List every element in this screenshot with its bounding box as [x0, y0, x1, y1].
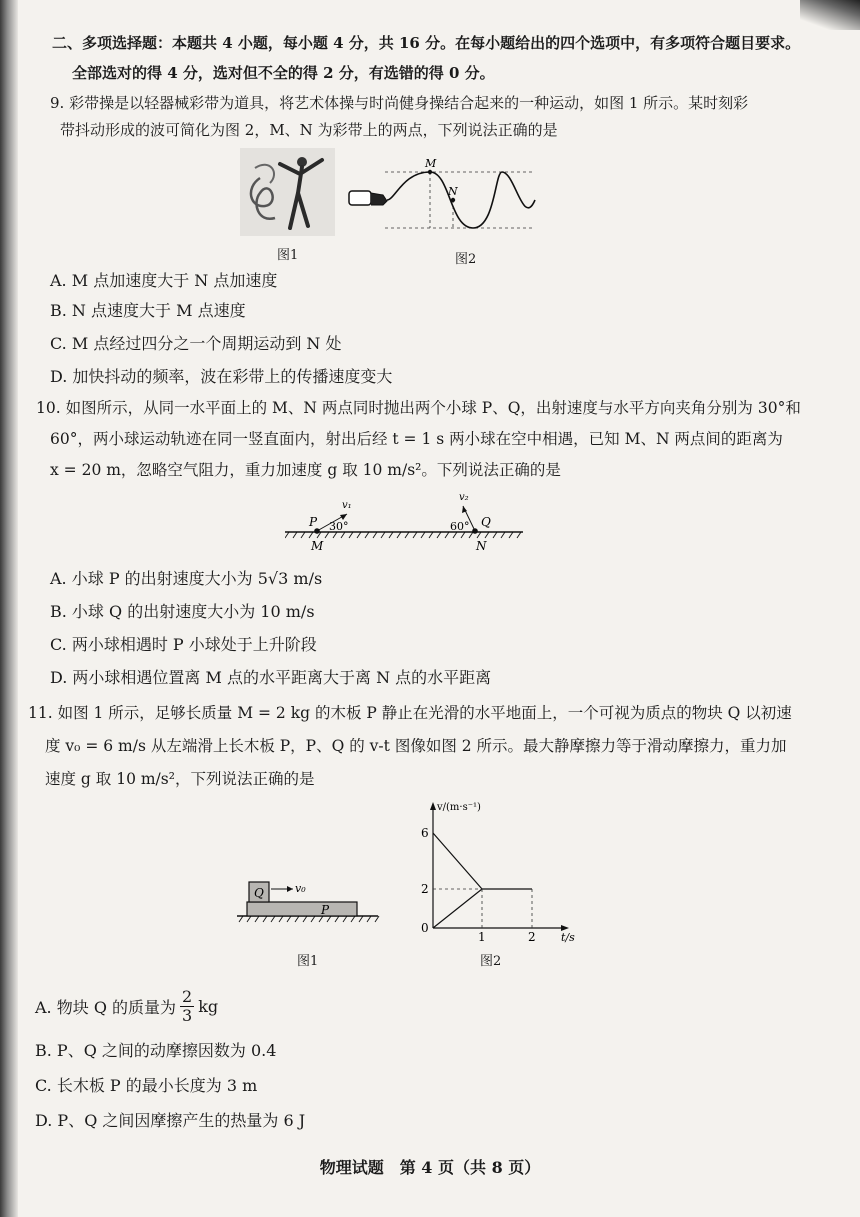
q11-option-a-prefix: A. 物块 Q 的质量为 [35, 998, 177, 1017]
q11-stem-line1: 11. 如图 1 所示，足够长质量 M = 2 kg 的木板 P 静止在光滑的水平地面上，一个可视为质点的物块 Q 以初速 [28, 704, 792, 722]
q9-label-n: N [448, 185, 458, 198]
q9-figure2-wave [345, 155, 545, 240]
q9-option-a: A. M 点加速度大于 N 点加速度 [50, 271, 278, 290]
page-corner-shadow [800, 0, 860, 30]
q11-fig1-caption: 图1 [297, 954, 319, 969]
q11-tick-2: 2 [421, 882, 429, 896]
q10-option-d: D. 两小球相遇位置离 M 点的水平距离大于离 N 点的水平距离 [50, 668, 492, 687]
q9-option-d: D. 加快抖动的频率，波在彩带上的传播速度变大 [50, 367, 393, 386]
q11-figure1-block-board [235, 870, 380, 930]
page-footer: 物理试题 第 4 页（共 8 页） [319, 1158, 541, 1177]
q11-tick-1: 1 [478, 930, 486, 943]
q11-option-a-numerator: 2 [182, 987, 193, 1006]
q11-option-a [35, 988, 218, 1025]
q9-option-c: C. M 点经过四分之一个周期运动到 N 处 [50, 334, 342, 353]
q11-stem-line3: 速度 g 取 10 m/s²，下列说法正确的是 [45, 770, 315, 788]
q10-label-n: N [476, 539, 487, 553]
hand-icon [349, 191, 387, 205]
page-edge-shadow [0, 0, 18, 1217]
q9-stem-line1: 9. 彩带操是以轻器械彩带为道具，将艺术体操与时尚健身操结合起来的一种运动，如图 1 所示。某时刻彩 [50, 94, 749, 112]
q11-option-b: B. P、Q 之间的动摩擦因数为 0.4 [35, 1041, 277, 1060]
q11-tick-x2: 2 [528, 930, 536, 943]
q11-graph-ylabel: v/(m·s⁻¹) [437, 802, 481, 813]
q11-tick-0: 0 [421, 921, 429, 935]
q11-board-p-label: P [321, 903, 330, 917]
q9-label-m: M [425, 157, 437, 170]
q10-stem-line2: 60°，两小球运动轨迹在同一竖直面内，射出后经 t = 1 s 两小球在空中相遇，已知 M、N 两点间的距离为 [50, 430, 783, 448]
q9-stem-line2: 带抖动形成的波可简化为图 2，M、N 为彩带上的两点，下列说法正确的是 [60, 121, 558, 139]
q11-fig2-caption: 图2 [480, 954, 502, 969]
q9-fig2-caption: 图2 [455, 252, 477, 267]
q10-option-a: A. 小球 P 的出射速度大小为 5√3 m/s [50, 569, 323, 588]
section-scoring: 全部选对的得 4 分，选对但不全的得 2 分，有选错的得 0 分。 [72, 64, 495, 82]
q11-graph-xlabel: t/s [561, 931, 575, 943]
q10-option-b: B. 小球 Q 的出射速度大小为 10 m/s [50, 602, 315, 621]
q11-option-a-unit: kg [198, 997, 219, 1016]
q9-option-b: B. N 点速度大于 M 点速度 [50, 301, 246, 320]
q10-figure-projectiles [285, 486, 525, 554]
q10-label-p: P [309, 515, 318, 529]
q11-tick-6: 6 [421, 826, 429, 840]
q10-angle-60: 60° [450, 520, 470, 533]
q10-label-q: Q [481, 515, 491, 529]
q11-option-a-fraction [180, 988, 194, 1025]
q10-label-m: M [311, 539, 324, 553]
q11-v0-label: v₀ [295, 882, 306, 895]
q10-label-v2: v₂ [459, 492, 469, 503]
q11-stem-line2: 度 v₀ = 6 m/s 从左端滑上长木板 P，P、Q 的 v-t 图像如图 2 所示。最大静摩擦力等于滑动摩擦力，重力加 [45, 737, 787, 755]
q9-figure1-gymnast [240, 148, 335, 236]
q10-stem-line3: x = 20 m，忽略空气阻力，重力加速度 g 取 10 m/s²。下列说法正确的是 [50, 461, 561, 479]
q10-option-c: C. 两小球相遇时 P 小球处于上升阶段 [50, 635, 317, 654]
q11-block-q-label: Q [254, 886, 264, 900]
q11-option-c: C. 长木板 P 的最小长度为 3 m [35, 1076, 258, 1095]
q10-angle-30: 30° [329, 520, 349, 533]
q10-stem-line1: 10. 如图所示，从同一水平面上的 M、N 两点同时抛出两个小球 P、Q，出射速度与水平方向夹角分别为 30°和 [36, 399, 801, 417]
q11-option-d: D. P、Q 之间因摩擦产生的热量为 6 J [35, 1111, 306, 1130]
section-header: 二、多项选择题：本题共 4 小题，每小题 4 分，共 16 分。在每小题给出的四个选项中，有多项符合题目要求。 [52, 34, 801, 52]
q10-label-v1: v₁ [342, 500, 352, 511]
q11-option-a-denominator: 3 [182, 1006, 193, 1025]
q11-figure2-vt-graph [415, 798, 585, 943]
q9-fig1-caption: 图1 [277, 248, 299, 263]
